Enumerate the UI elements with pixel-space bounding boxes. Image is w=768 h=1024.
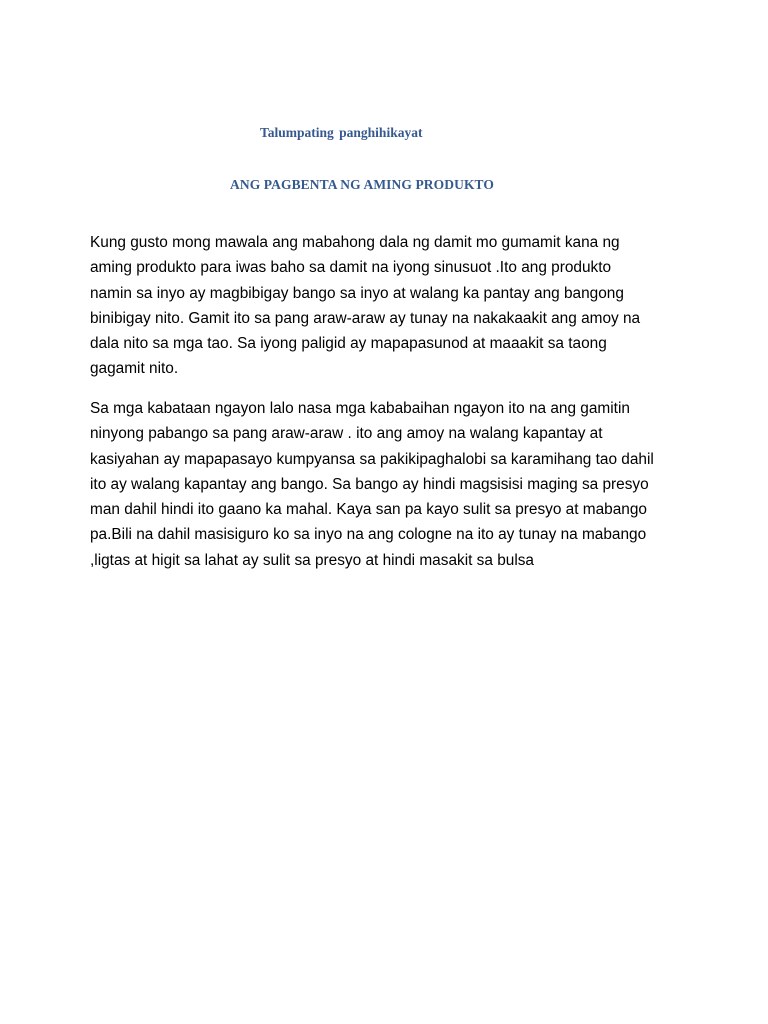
paragraph-line: aming produkto para iwas baho sa damit na iyong sinusuot .Ito ang produkto	[90, 259, 612, 277]
paragraph-line: pa.Bili na dahil masisiguro ko sa inyo na ang cologne na ito ay tunay na mabango	[90, 526, 647, 544]
document-title: Talumpating panghihikayat	[260, 125, 423, 140]
paragraph-1	[90, 230, 680, 382]
paragraph-2	[90, 396, 680, 573]
paragraph-line: dala nito sa mga tao. Sa iyong paligid ay mapapasunod at maaakit sa taong	[90, 335, 607, 353]
paragraph-line: man dahil hindi ito gaano ka mahal. Kaya san pa kayo sulit sa presyo at mabango	[90, 501, 647, 519]
paragraph-line: namin sa inyo ay magbibigay bango sa inyo at walang ka pantay ang bangong	[90, 284, 624, 302]
paragraph-line: Sa mga kabataan ngayon lalo nasa mga kababaihan ngayon ito na ang gamitin	[90, 400, 630, 417]
paragraph-line: ,ligtas at higit sa lahat ay sulit sa presyo at hindi masakit sa bulsa	[90, 551, 534, 569]
paragraph-line: ito ay walang kapantay ang bango. Sa bango ay hindi magsisisi maging sa presyo	[90, 475, 649, 493]
paragraph-line: Kung gusto mong mawala ang mabahong dala ng damit mo gumamit kana ng	[90, 234, 620, 251]
paragraph-line: binibigay nito. Gamit ito sa pang araw-araw ay tunay na nakakaakit ang amoy na	[90, 309, 641, 327]
paragraph-line: gagamit nito.	[90, 360, 179, 378]
paragraph-line: ninyong pabango sa pang araw-araw . ito ang amoy na walang kapantay at	[90, 425, 603, 443]
paragraph-line: kasiyahan ay mapapasayo kumpyansa sa pakikipaghalobi sa karamihang tao dahil	[90, 450, 654, 468]
document-subtitle: ANG PAGBENTA NG AMING PRODUKTO	[230, 177, 495, 192]
